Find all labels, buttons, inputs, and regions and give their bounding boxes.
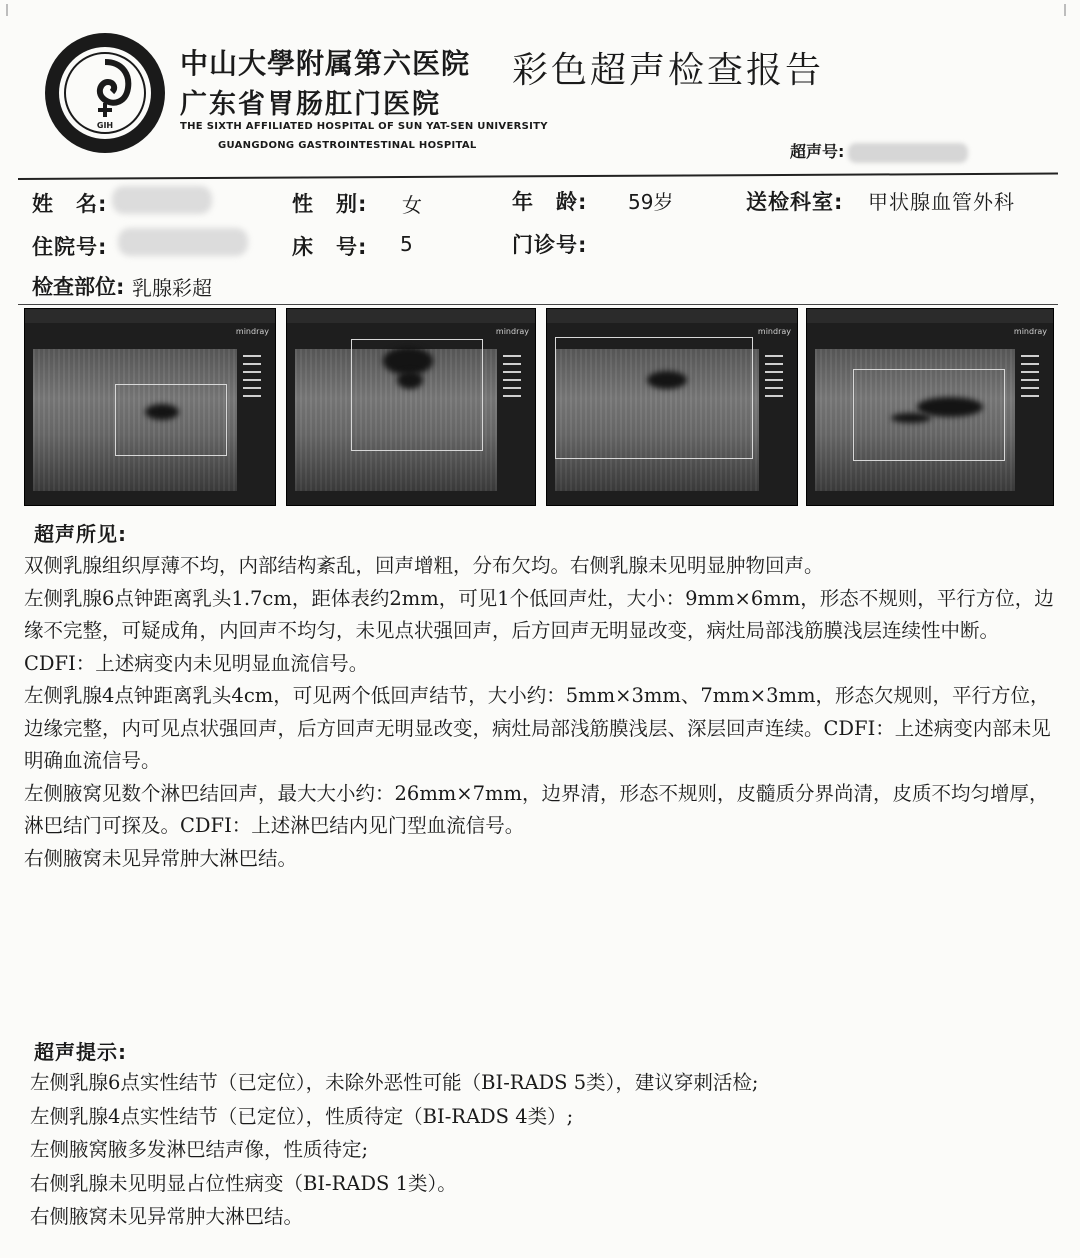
dept-value: 甲状腺血管外科 bbox=[868, 190, 1015, 214]
exam-label: 检查部位: bbox=[32, 275, 125, 299]
findings-paragraph: 左侧乳腺6点钟距离乳头1.7cm，距体表约2mm，可见1个低回声灶，大小：9mm×6mm，形态不规则，平行方位，边缘不完整，可疑成角，内回声不均匀，未见点状强回声，后方回声无明显改变，病灶局部浅筋膜浅层连续性中断。CDFI：上述病变内未见明显血流信号。 bbox=[24, 586, 1054, 675]
corner-mark bbox=[1064, 4, 1066, 16]
device-brand: mindray bbox=[235, 327, 269, 336]
sex-value: 女 bbox=[402, 193, 422, 217]
ultrasound-image bbox=[24, 308, 276, 506]
info-divider bbox=[18, 304, 1058, 305]
device-brand: mindray bbox=[495, 327, 529, 336]
corner-mark bbox=[6, 4, 8, 16]
age-value: 59岁 bbox=[628, 190, 674, 214]
findings-title: 超声所见: bbox=[34, 522, 127, 546]
findings-paragraph: 左侧乳腺4点钟距离乳头4cm，可见两个低回声结节，大小约：5mm×3mm、7mm×3mm，形态欠规则，平行方位，边缘完整，内可见点状强回声，后方回声无明显改变，病灶局部浅筋膜浅层、深层回声连续。CDFI：上述病变内部未见明确血流信号。 bbox=[24, 684, 1051, 772]
hospital-name-cn-alt: 广东省胃肠肛门医院 bbox=[180, 89, 441, 120]
dept-label: 送检科室: bbox=[746, 190, 844, 214]
hospital-name-en-alt: GUANGDONG GASTROINTESTINAL HOSPITAL bbox=[218, 140, 477, 151]
findings-paragraph: 右侧腋窝未见异常肿大淋巴结。 bbox=[24, 846, 298, 870]
conclusion-title: 超声提示: bbox=[34, 1040, 127, 1064]
sex-label: 性 别: bbox=[292, 192, 368, 216]
conclusion-body bbox=[30, 1066, 1060, 1234]
ultrasound-number-redacted bbox=[848, 143, 968, 163]
ultrasound-image bbox=[806, 308, 1054, 506]
conclusion-line: 右侧腋窝未见异常肿大淋巴结。 bbox=[30, 1205, 304, 1228]
bed-value: 5 bbox=[400, 232, 413, 256]
ultrasound-number bbox=[790, 139, 968, 163]
conclusion-line: 左侧乳腺6点实性结节（已定位），未除外恶性可能（BI-RADS 5类），建议穿刺活检; bbox=[30, 1071, 759, 1094]
hospital-name-en: THE SIXTH AFFILIATED HOSPITAL OF SUN YAT-SEN UNIVERSITY bbox=[180, 121, 548, 132]
ultrasound-images bbox=[24, 308, 1054, 508]
hospital-name-cn: 中山大學附属第六医院 bbox=[180, 47, 471, 80]
findings-paragraph: 双侧乳腺组织厚薄不均，内部结构紊乱，回声增粗，分布欠均。右侧乳腺未见明显肿物回声。 bbox=[24, 554, 824, 577]
device-brand: mindray bbox=[757, 327, 791, 336]
conclusion-line: 左侧乳腺4点实性结节（已定位），性质待定（BI-RADS 4类）; bbox=[30, 1104, 574, 1128]
ultrasound-image bbox=[286, 308, 536, 506]
name-label: 姓 名: bbox=[32, 192, 108, 216]
header-divider bbox=[18, 173, 1058, 180]
ultrasound-number-label: 超声号: bbox=[790, 142, 845, 161]
bed-label: 床 号: bbox=[292, 235, 368, 259]
findings-paragraph: 左侧腋窝见数个淋巴结回声，最大大小约：26mm×7mm，边界清，形态不规则，皮髓质分界尚清，皮质不均匀增厚，淋巴结门可探及。CDFI：上述淋巴结内见门型血流信号。 bbox=[24, 781, 1049, 837]
svg-text:GIH: GIH bbox=[96, 121, 114, 130]
inpatient-redacted bbox=[118, 228, 248, 256]
inpatient-label: 住院号: bbox=[32, 235, 108, 259]
conclusion-line: 右侧乳腺未见明显占位性病变（BI-RADS 1类）。 bbox=[30, 1171, 457, 1195]
findings-body bbox=[24, 550, 1064, 875]
name-redacted bbox=[112, 186, 212, 214]
conclusion-line: 左侧腋窝腋多发淋巴结声像，性质待定; bbox=[30, 1138, 369, 1161]
ultrasound-image bbox=[546, 308, 798, 506]
exam-value: 乳腺彩超 bbox=[132, 276, 212, 300]
device-brand: mindray bbox=[1013, 327, 1047, 336]
report-title: 彩色超声检查报告 bbox=[512, 50, 825, 91]
age-label: 年 龄: bbox=[512, 190, 588, 214]
hospital-logo bbox=[42, 30, 168, 156]
outpatient-label: 门诊号: bbox=[512, 233, 588, 257]
